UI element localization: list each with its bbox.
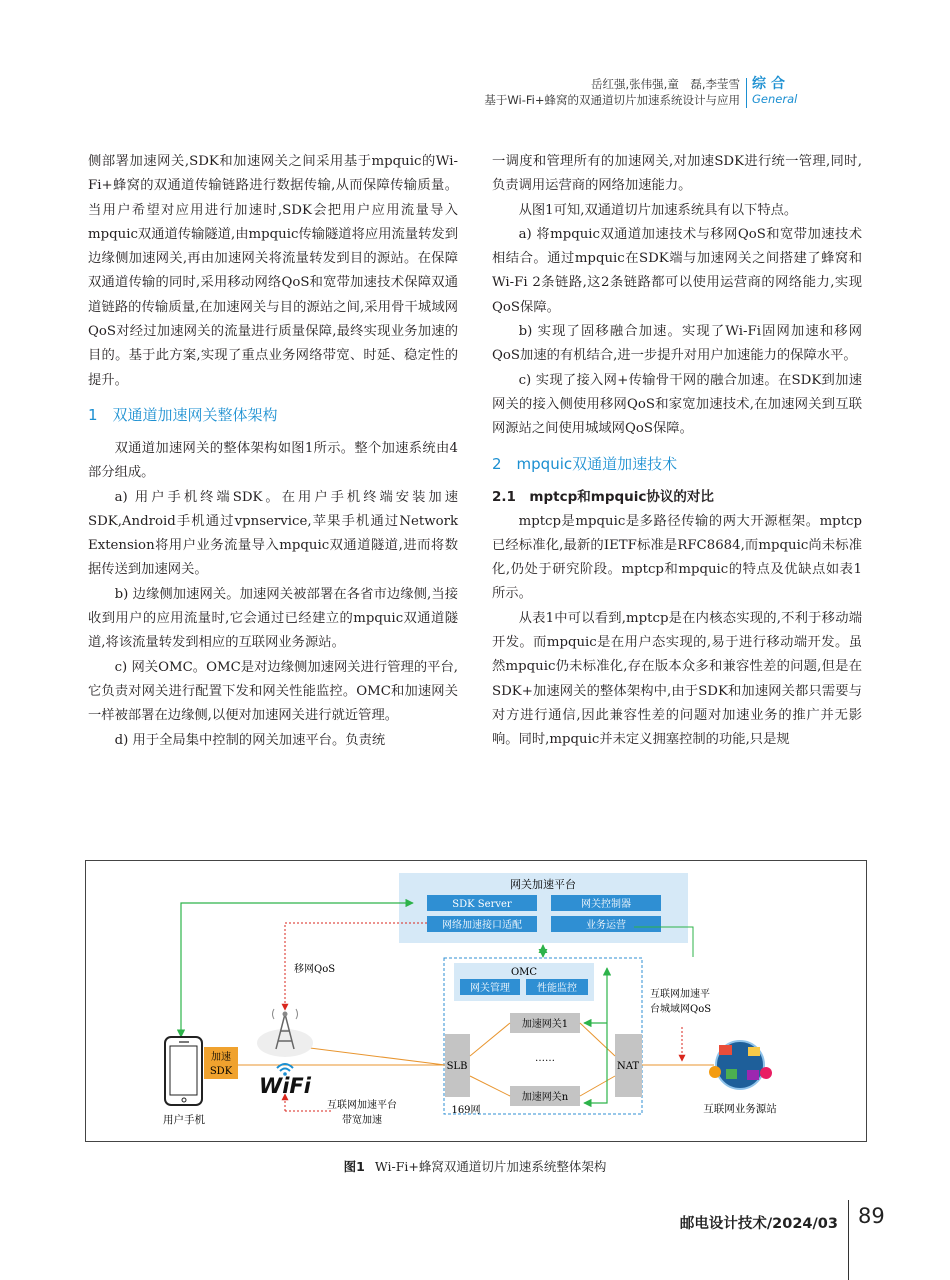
wifi-icon: [259, 1064, 312, 1098]
paragraph: 一调度和管理所有的加速网关,对加速SDK进行统一管理,同时,负责调用运营商的网络加速能力。: [492, 154, 862, 194]
architecture-diagram: [86, 861, 866, 1141]
section-heading-2: 2 mpquic双通道加速技术: [492, 454, 678, 473]
paragraph: a) 将mpquic双通道加速技术与移网QoS和宽带加速技术相结合。通过mpquic在SDK端与加速网关之间搭建了蜂窝和Wi-Fi 2条链路,这2条链路都可以使用运营商的网络能力,实现QoS保障。: [492, 226, 862, 315]
net-adapter-label: 网络加速接口适配: [442, 920, 522, 931]
figure-caption: [0, 1157, 950, 1175]
paragraph: b) 实现了固移融合加速。实现了Wi-Fi固网加速和移网QoS加速的有机结合,进一步提升对用户加速能力的保障水平。: [492, 324, 862, 364]
caption-text: Wi-Fi+蜂窝双通道切片加速系统整体架构: [374, 1159, 607, 1174]
section-tag: [752, 76, 797, 106]
header-authors: 岳红强,张伟强,童 磊,李莹雪: [591, 77, 740, 91]
biz-ops-label: 业务运营: [586, 920, 626, 931]
gw-controller-label: 网关控制器: [581, 899, 631, 910]
paragraph: 侧部署加速网关,SDK和加速网关之间采用基于mpquic的Wi-Fi+蜂窝的双通道传输链路进行数据传输,从而保障传输质量。当用户希望对应用进行加速时,SDK会把用户应用流量导入mpquic双通道传输隧道,由mpquic传输隧道将应用流量转发到边缘侧加速网关,再由加速网关将流量转发到目的源站。在保障双通道传输的同时,采用移动网络QoS和宽带加速技术保障双通道链路的传输质量,在加速网关与目的源站之间,采用骨干城域网QoS对经过加速网关的流量进行质量保障,最终实现业务加速的目的。基于此方案,实现了重点业务网络带宽、时延、稳定性的提升。: [88, 154, 458, 388]
broadband-label-2: 带宽加速: [342, 1115, 382, 1126]
nat-label: NAT: [616, 1061, 640, 1072]
link-tower-slb: [310, 1048, 445, 1065]
sdk-server-label: SDK Server: [452, 899, 512, 910]
cell-tower-icon: [257, 1009, 313, 1057]
phone-label: 用户手机: [163, 1114, 205, 1126]
link-gwn-nat: [580, 1076, 615, 1096]
perf-monitor-label: 性能监控: [537, 983, 577, 994]
paragraph: d) 用于全局集中控制的网关加速平台。负责统: [114, 732, 386, 748]
sdk-label-2: SDK: [209, 1066, 233, 1077]
paragraph: 从图1可知,双通道切片加速系统具有以下特点。: [518, 202, 798, 218]
paragraph: 双通道加速网关的整体架构如图1所示。整个加速系统由4部分组成。: [88, 440, 458, 481]
paragraph: mptcp是mpquic是多路径传输的两大开源框架。mptcp已经标准化,最新的IETF标准是RFC8684,而mpquic尚未标准化,仍处于研究阶段。mptcp和mpquic的特点及优缺点如表1所示。: [492, 513, 862, 602]
page-number: 89: [858, 1204, 885, 1228]
link-slb-gw1: [470, 1023, 510, 1056]
header-title: 基于Wi-Fi+蜂窝的双通道切片加速系统设计与应用: [484, 93, 740, 107]
paragraph: 从表1中可以看到,mptcp是在内核态实现的,不利于移动端开发。而mpquic是在用户态实现的,易于进行移动端开发。虽然mpquic仍未标准化,存在版本众多和兼容性差的问题,但是在SDK+加速网关的整体架构中,由于SDK和加速网关都只需要与对方进行通信,因此兼容性差的问题对加速业务的推广并无影响。同时,mpquic并未定义拥塞控制的功能,只是规: [492, 610, 862, 748]
phone-icon: [165, 1037, 202, 1105]
broadband-label-1: 互联网加速平台: [327, 1100, 397, 1111]
origin-site-icon: [709, 1041, 772, 1089]
net169-label: 169网: [451, 1105, 481, 1116]
section-tag-cn: 综合: [752, 76, 790, 92]
paragraph: a) 用户手机终端SDK。在用户手机终端安装加速SDK,Android手机通过vpnservice,苹果手机通过Network Extension将用户业务流量导入mpquic双通道隧道,进而将数据传送到加速网关。: [88, 489, 458, 578]
section-heading-1: 1 双通道加速网关整体架构: [88, 405, 278, 424]
link-slb-gwn: [470, 1076, 510, 1096]
internet-qos-label-2: 台城域网QoS: [650, 1004, 712, 1015]
footer-divider: [848, 1200, 849, 1280]
section-tag-en: General: [752, 92, 798, 106]
gateway-1-label: 加速网关1: [521, 1019, 569, 1030]
paragraph: b) 边缘侧加速网关。加速网关被部署在各省市边缘侧,当接收到用户的应用流量时,它会通过已经建立的mpquic双通道隧道,将该流量转发到相应的互联网业务源站。: [88, 586, 458, 651]
paragraph: c) 实现了接入网+传输骨干网的融合加速。在SDK到加速网关的接入侧使用移网QoS和家宽加速技术,在加速网关到互联网源站之间使用城域网QoS保障。: [492, 372, 862, 437]
gw-mgmt-label: 网关管理: [470, 983, 510, 994]
wifi-text: WiFi: [259, 1074, 311, 1098]
omc-title: OMC: [510, 967, 538, 978]
journal-info: 邮电设计技术/2024/03: [679, 1216, 838, 1232]
slb-label: SLB: [446, 1061, 468, 1072]
subsection-heading-2-1: 2.1 mptcp和mpquic协议的对比: [492, 488, 714, 505]
caption-label: 图1: [343, 1159, 365, 1174]
paragraph: c) 网关OMC。OMC是对边缘侧加速网关进行管理的平台,它负责对网关进行配置下发和网关性能监控。OMC和加速网关一样被部署在边缘侧,以便对加速网关进行就近管理。: [88, 659, 458, 724]
figure-1: [85, 860, 867, 1142]
running-header: [484, 76, 740, 108]
header-divider: [746, 78, 747, 108]
platform-title: 网关加速平台: [510, 878, 576, 891]
internet-qos-label-1: 互联网加速平: [650, 989, 710, 1000]
link-gw1-nat: [580, 1023, 615, 1056]
origin-label: 互联网业务源站: [703, 1103, 777, 1115]
right-column: [492, 150, 862, 753]
mobile-qos-label: 移网QoS: [294, 964, 336, 975]
gateway-ellipsis: ……: [535, 1053, 555, 1064]
gateway-n-label: 加速网关n: [521, 1092, 569, 1103]
sdk-label-1: 加速: [211, 1052, 231, 1063]
left-column: [88, 150, 458, 753]
